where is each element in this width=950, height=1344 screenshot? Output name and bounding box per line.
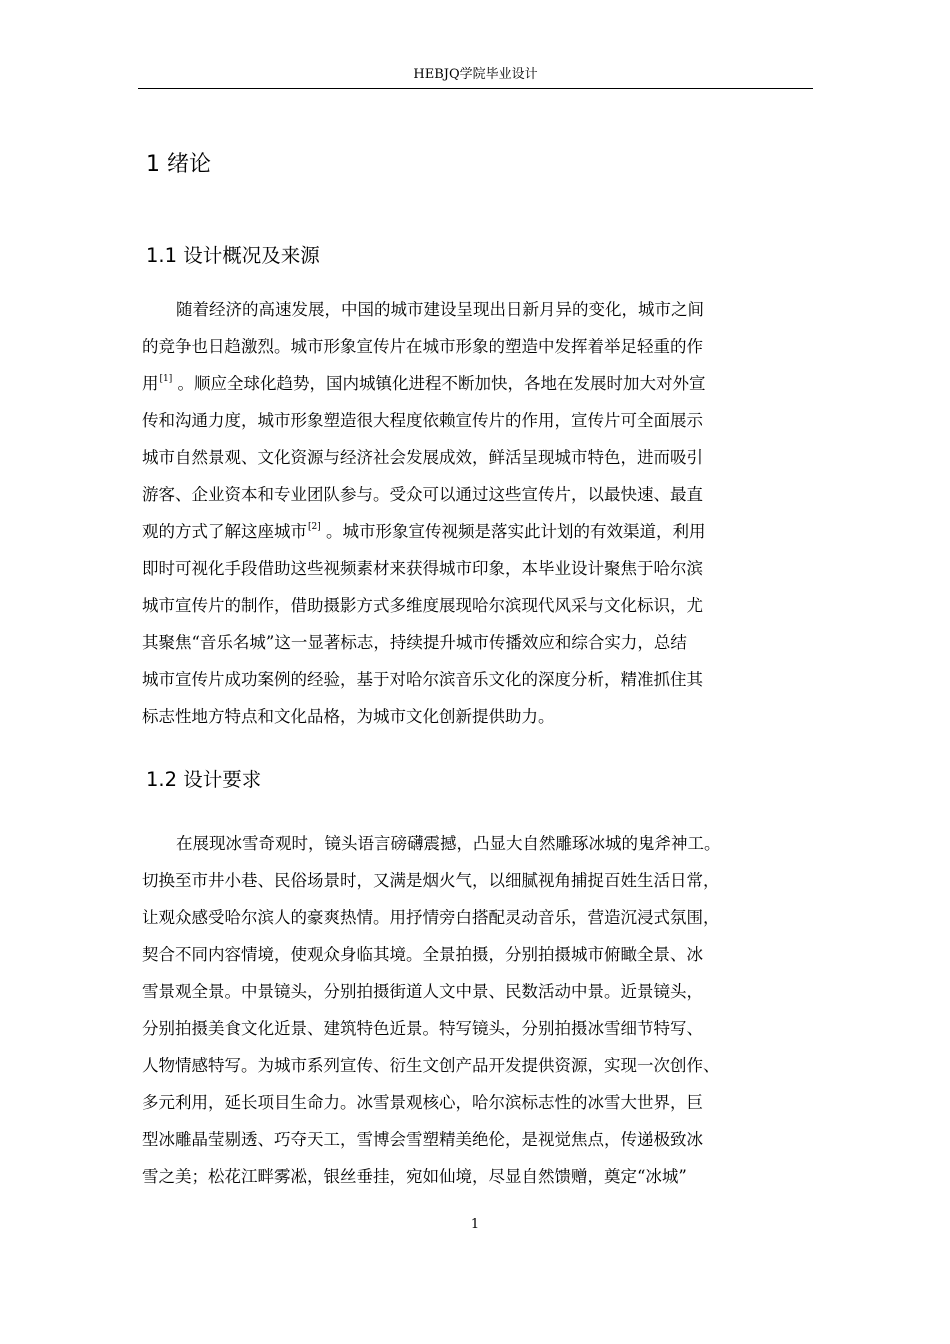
section-title-1-1: 1.1 设计概况及来源 — [146, 244, 320, 267]
paragraph-line: 的竞争也日趋激烈。城市形象宣传片在城市形象的塑造中发挥着举足轻重的作 — [142, 337, 703, 356]
paragraph-line: 在展现冰雪奇观时，镜头语言磅礴震撼，凸显大自然雕琢冰城的鬼斧神工。 — [176, 834, 721, 853]
paragraph-line: 城市自然景观、文化资源与经济社会发展成效，鲜活呈现城市特色，进而吸引 — [142, 448, 703, 467]
paragraph-line: 城市宣传片成功案例的经验，基于对哈尔滨音乐文化的深度分析，精准抓住其 — [142, 670, 703, 689]
paragraph-line: 多元利用，延长项目生命力。冰雪景观核心，哈尔滨标志性的冰雪大世界，巨 — [142, 1093, 703, 1112]
paragraph-line: 切换至市井小巷、民俗场景时，又满是烟火气，以细腻视角捕捉百姓生活日常， — [142, 871, 720, 890]
line-text: 观的方式了解这座城市 — [142, 522, 307, 541]
page-number: 1 — [470, 1217, 480, 1232]
page-header — [138, 66, 813, 89]
paragraph-line: 人物情感特写。为城市系列宣传、衍生文创产品开发提供资源，实现一次创作、 — [142, 1056, 720, 1075]
paragraph-line: 传和沟通力度，城市形象塑造很大程度依赖宣传片的作用，宣传片可全面展示 — [142, 411, 703, 430]
paragraph-line: 游客、企业资本和专业团队参与。受众可以通过这些宣传片，以最快速、最直 — [142, 485, 703, 504]
paragraph-design-overview — [142, 291, 832, 735]
paragraph-line: 契合不同内容情境，使观众身临其境。全景拍摄，分别拍摄城市俯瞰全景、冰 — [142, 945, 703, 964]
paragraph-line — [142, 365, 832, 402]
line-text: 。城市形象宣传视频是落实此计划的有效渠道，利用 — [320, 522, 706, 541]
paragraph-line: 即时可视化手段借助这些视频素材来获得城市印象，本毕业设计聚焦于哈尔滨 — [142, 559, 703, 578]
section-title-1-2: 1.2 设计要求 — [146, 768, 262, 791]
paragraph-line: 型冰雕晶莹剔透、巧夺天工，雪博会雪塑精美绝伦，是视觉焦点，传递极致冰 — [142, 1130, 703, 1149]
paragraph-line: 雪景观全景。中景镜头，分别拍摄街道人文中景、民数活动中景。近景镜头， — [142, 982, 703, 1001]
citation-1: [1] — [159, 374, 173, 384]
header-text: HEBJQ学院毕业设计 — [413, 67, 538, 82]
paragraph-line — [142, 513, 832, 550]
citation-2: [2] — [308, 522, 321, 532]
chapter-title: 1 绪论 — [146, 152, 211, 177]
paragraph-line: 城市宣传片的制作，借助摄影方式多维度展现哈尔滨现代风采与文化标识，尤 — [142, 596, 703, 615]
paragraph-design-requirements — [142, 825, 832, 1195]
paragraph-line: 分别拍摄美食文化近景、建筑特色近景。特写镜头，分别拍摄冰雪细节特写、 — [142, 1019, 703, 1038]
paragraph-line: 让观众感受哈尔滨人的豪爽热情。用抒情旁白搭配灵动音乐，营造沉浸式氛围， — [142, 908, 720, 927]
line-text: 用 — [142, 374, 159, 393]
paragraph-line: 标志性地方特点和文化品格，为城市文化创新提供助力。 — [142, 707, 555, 726]
paragraph-line: 其聚焦“音乐名城”这一显著标志，持续提升城市传播效应和综合实力，总结 — [142, 633, 687, 652]
line-text: 。顺应全球化趋势，国内城镇化进程不断加快，各地在发展时加大对外宣 — [172, 374, 706, 393]
paragraph-line: 雪之美；松花江畔雾凇，银丝垂挂，宛如仙境，尽显自然馈赠，奠定“冰城” — [142, 1167, 687, 1186]
paragraph-line: 随着经济的高速发展，中国的城市建设呈现出日新月异的变化，城市之间 — [176, 300, 704, 319]
